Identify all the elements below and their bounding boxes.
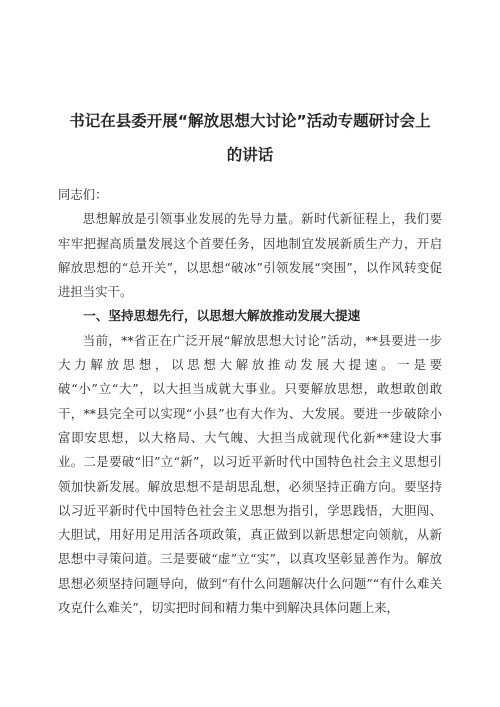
section-1-paragraph: 当前，**省正在广泛开展“解放思想大讨论”活动，**县要进一步大力解放思想，以思想大解放推动发展大提速。一是要破“小”立“大”，以大担当成就大事业。只要解放思想，敢想敢创敢干，**县完全可以实现“小县”也有大作为、大发展。要进一步破除小富即安思想，以大格局、大气魄、大担当成就现代化新**建设大事业。二是要破“旧”立“新”，以习近平新时代中国特色社会主义思想引领加快新发展。解放思想不是胡思乱想，必须坚持正确方向。要坚持以习近平新时代中国特色社会主义思想为指引，学思践悟，大胆闯、大胆试，用好用足用活各项政策，真正做到以新思想定向领航，从新思想中寻策问道。三是要破“虚”立“实”，以真攻坚彰显善作为。解放思想必须坚持问题导向，做到“有什么问题解决什么问题”“有什么难关攻克什么难关”，切实把时间和精力集中到解决具体问题上来， (58, 332, 442, 616)
title-line-2: 的讲话 (226, 146, 274, 165)
document-title (58, 104, 442, 172)
salutation: 同志们： (58, 187, 108, 202)
document-body (58, 183, 442, 620)
section-heading-1: 一、坚持思想先行，以思想大解放推动发展大提速 (83, 308, 361, 324)
intro-paragraph: 思想解放是引领事业发展的先导力量。新时代新征程上，我们要牢牢把握高质量发展这个首要任务，因地制宜发展新质生产力，开启解放思想的“总开关”，以思想“破冰”引领发展“突围”，以作风转变促进担当实干。 (58, 211, 442, 300)
title-line-1: 书记在县委开展“解放思想大讨论”活动专题研讨会上 (69, 112, 431, 131)
